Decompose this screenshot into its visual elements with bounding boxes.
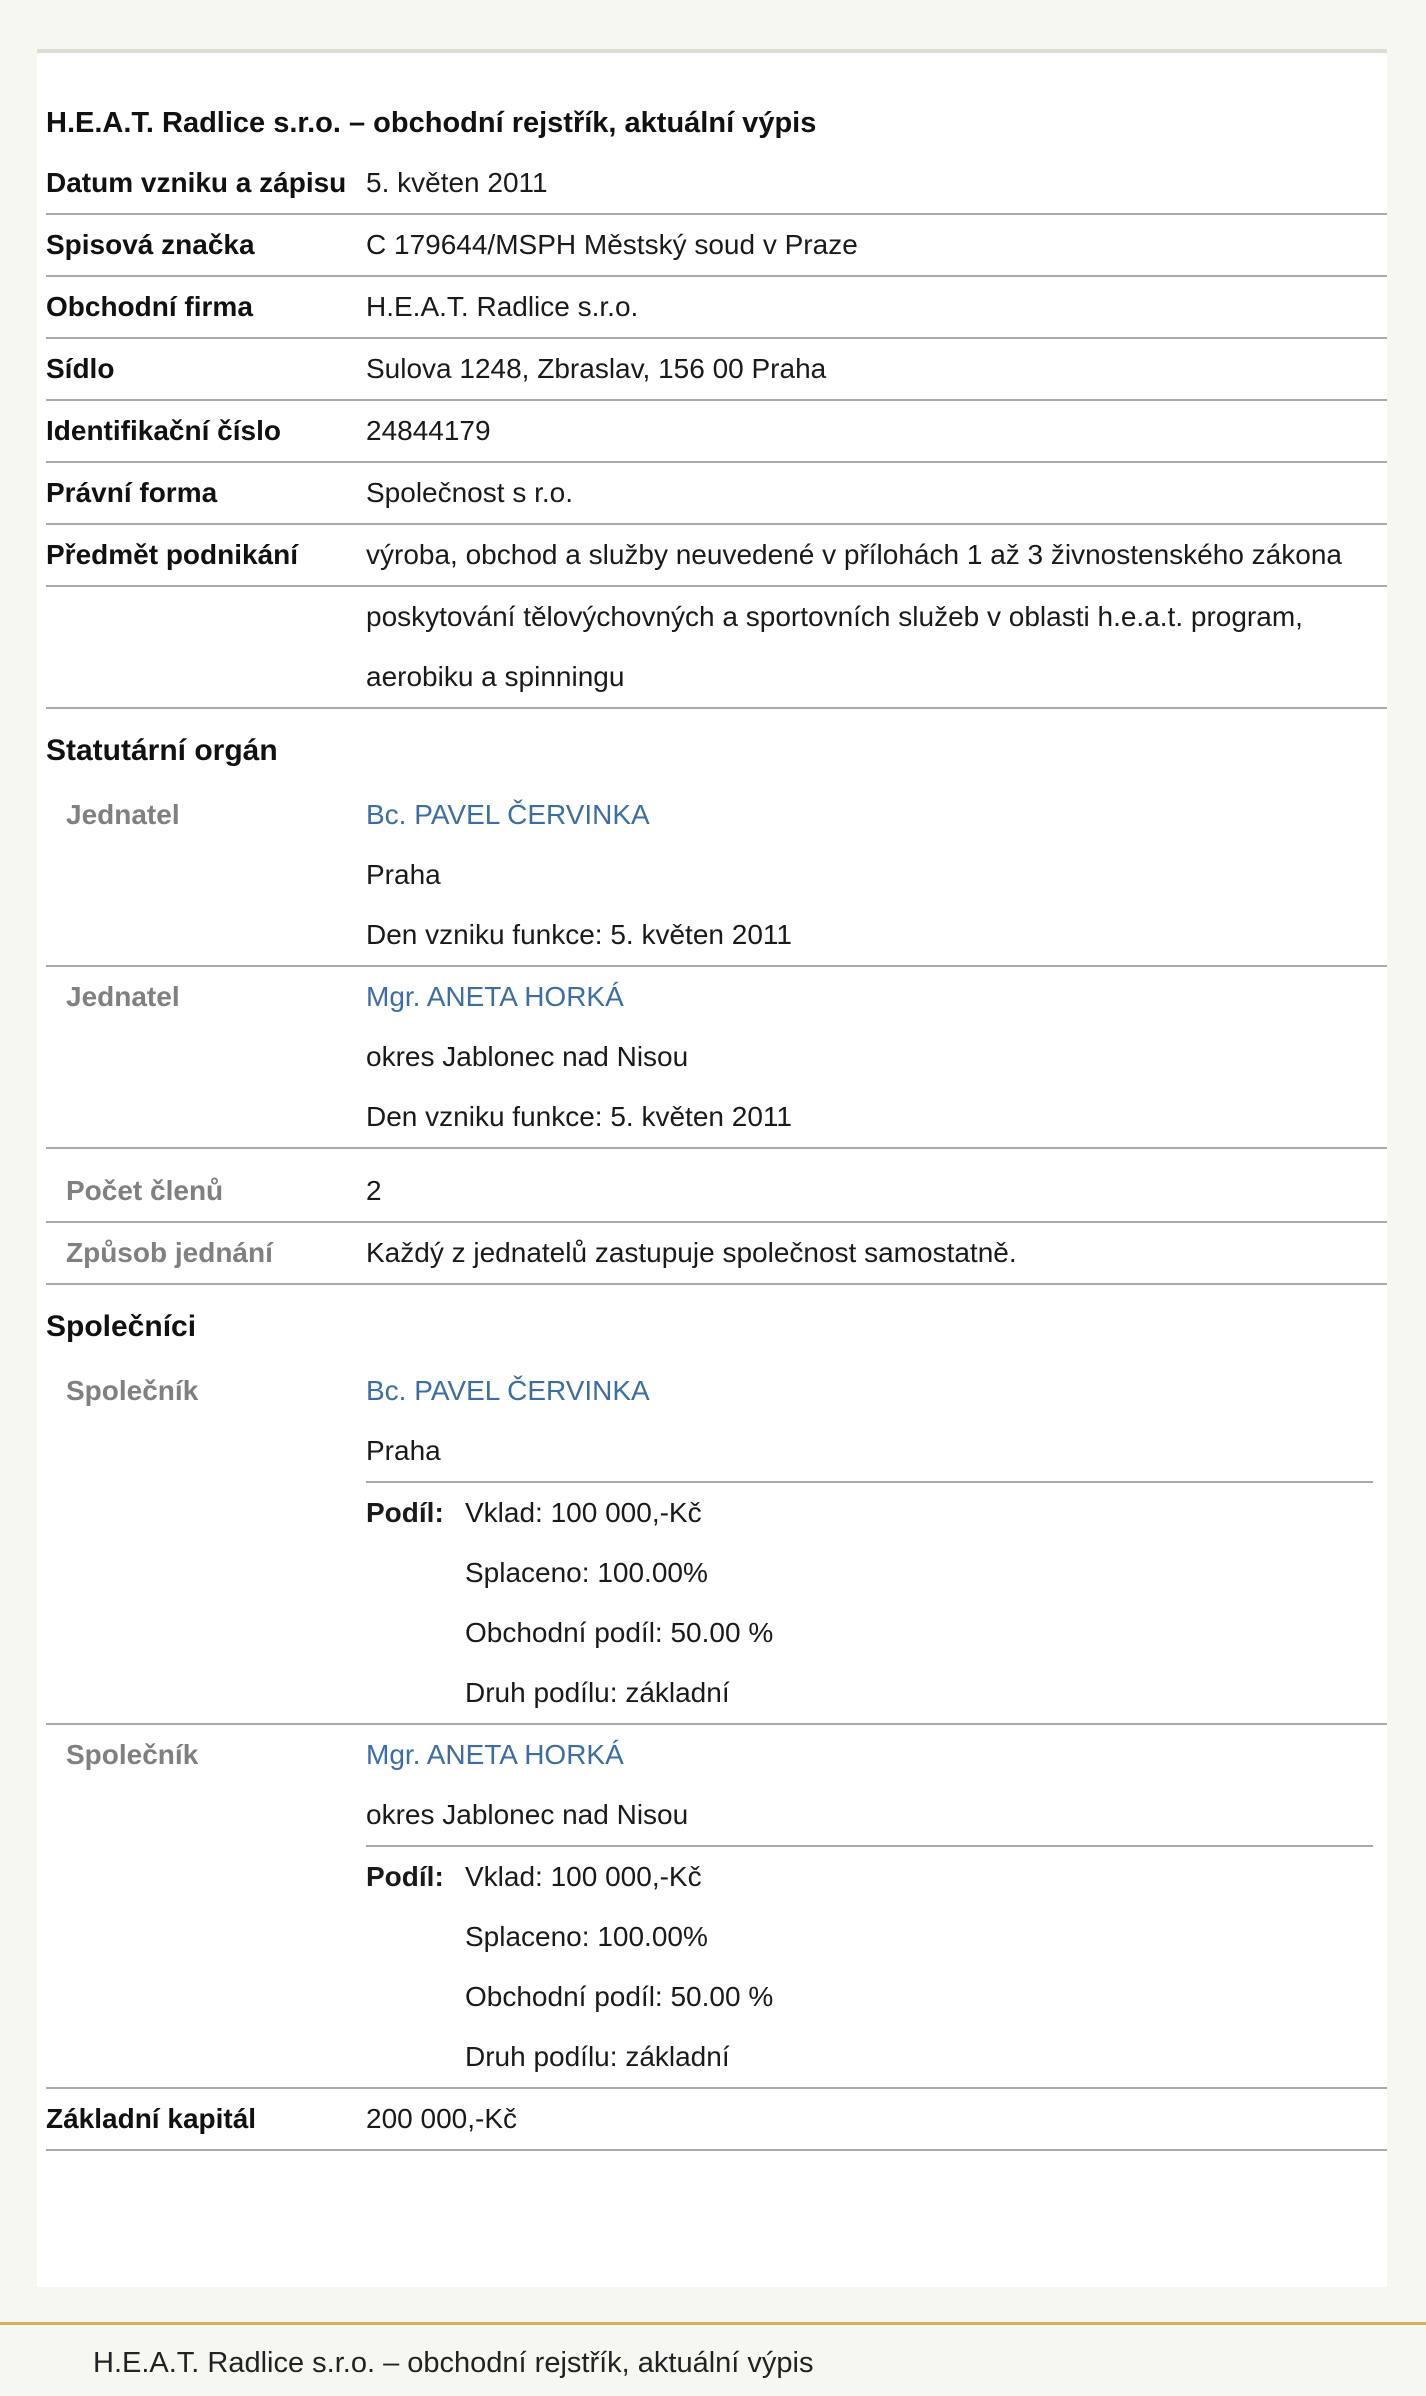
section-spolecnici: Společníci <box>46 1310 197 1343</box>
share-values <box>465 1847 773 2087</box>
label-spolecnik: Společník <box>66 1375 199 1406</box>
row-spisova-znacka <box>46 215 1387 277</box>
value-zpusob-jednani: Každý z jednatelů zastupuje společnost samostatně. <box>366 1237 1017 1268</box>
person-since: Den vzniku funkce: 5. květen 2011 <box>366 919 792 950</box>
label-empty <box>46 587 366 707</box>
person-link[interactable]: Bc. PAVEL ČERVINKA <box>366 799 650 830</box>
value-sidlo: Sulova 1248, Zbraslav, 156 00 Praha <box>366 353 827 384</box>
person-since: Den vzniku funkce: 5. květen 2011 <box>366 1101 792 1132</box>
value-spolecnik-2 <box>366 1725 1387 2087</box>
label-pocet-clenu: Počet členů <box>66 1175 224 1206</box>
value-zakladni-kapital: 200 000,-Kč <box>366 2103 517 2134</box>
row-jednatel-1 <box>46 785 1387 967</box>
row-pocet-clenu <box>46 1161 1387 1223</box>
value-jednatel-2 <box>366 967 1387 1147</box>
label-ico: Identifikační číslo <box>46 415 281 446</box>
share-obchodni-podil: Obchodní podíl: 50.00 % <box>465 1617 774 1648</box>
label-jednatel: Jednatel <box>66 799 180 830</box>
label-sidlo: Sídlo <box>46 353 115 384</box>
label-spisova-znacka: Spisová značka <box>46 229 255 260</box>
share-druh: Druh podílu: základní <box>465 2041 730 2072</box>
share-vklad: Vklad: 100 000,-Kč <box>465 1497 702 1528</box>
row-obchodni-firma <box>46 277 1387 339</box>
registry-card <box>37 49 1387 2287</box>
value-datum-vzniku: 5. květen 2011 <box>366 167 548 198</box>
value-pocet-clenu: 2 <box>366 1175 382 1206</box>
person-link[interactable]: Mgr. ANETA HORKÁ <box>366 1739 624 1770</box>
row-sidlo <box>46 339 1387 401</box>
row-spolecnik-1 <box>46 1361 1387 1725</box>
value-pravni-forma: Společnost s r.o. <box>366 477 574 508</box>
label-spolecnik: Společník <box>66 1739 199 1770</box>
share-splaceno: Splaceno: 100.00% <box>465 1557 708 1588</box>
person-place: okres Jablonec nad Nisou <box>366 1799 689 1830</box>
value-jednatel-1 <box>366 785 1387 965</box>
footer-title: H.E.A.T. Radlice s.r.o. – obchodní rejstřík, aktuální výpis <box>93 2347 814 2379</box>
row-zpusob-jednani <box>46 1223 1387 1285</box>
value-obchodni-firma: H.E.A.T. Radlice s.r.o. <box>366 291 639 322</box>
footer-divider <box>0 2322 1426 2325</box>
label-pravni-forma: Právní forma <box>46 477 218 508</box>
row-datum-vzniku <box>46 153 1387 215</box>
page-title: H.E.A.T. Radlice s.r.o. – obchodní rejstřík, aktuální výpis <box>46 107 817 139</box>
person-place: Praha <box>366 859 441 890</box>
value-spisova-znacka: C 179644/MSPH Městský soud v Praze <box>366 229 858 260</box>
row-jednatel-2 <box>46 967 1387 1149</box>
value-predmet-podnikani-1: výroba, obchod a služby neuvedené v přílohách 1 až 3 živnostenského zákona <box>366 539 1342 570</box>
person-place: Praha <box>366 1435 441 1466</box>
value-ico: 24844179 <box>366 415 491 446</box>
person-place: okres Jablonec nad Nisou <box>366 1041 689 1072</box>
row-pravni-forma <box>46 463 1387 525</box>
row-ico <box>46 401 1387 463</box>
label-obchodni-firma: Obchodní firma <box>46 291 253 322</box>
label-jednatel: Jednatel <box>66 981 180 1012</box>
row-spolecnik-2 <box>46 1725 1387 2089</box>
person-link[interactable]: Mgr. ANETA HORKÁ <box>366 981 624 1012</box>
share-splaceno: Splaceno: 100.00% <box>465 1921 708 1952</box>
registry-content <box>46 101 1387 2151</box>
label-zpusob-jednani: Způsob jednání <box>66 1237 273 1268</box>
label-zakladni-kapital: Základní kapitál <box>46 2103 257 2134</box>
section-statutarni-organ: Statutární orgán <box>46 734 278 767</box>
row-predmet-podnikani-2 <box>46 587 1387 709</box>
share-vklad: Vklad: 100 000,-Kč <box>465 1861 702 1892</box>
share-values <box>465 1483 773 1723</box>
share-block <box>366 1481 1373 1723</box>
value-spolecnik-1 <box>366 1361 1387 1723</box>
share-druh: Druh podílu: základní <box>465 1677 730 1708</box>
row-predmet-podnikani-1 <box>46 525 1387 587</box>
person-link[interactable]: Bc. PAVEL ČERVINKA <box>366 1375 650 1406</box>
label-datum-vzniku: Datum vzniku a zápisu <box>46 167 347 198</box>
value-predmet-podnikani-2: poskytování tělovýchovných a sportovních služeb v oblasti h.e.a.t. program, aerobiku a spinningu <box>366 601 1303 692</box>
label-predmet-podnikani: Předmět podnikání <box>46 539 299 570</box>
share-obchodni-podil: Obchodní podíl: 50.00 % <box>465 1981 774 2012</box>
share-label: Podíl: <box>366 1497 444 1528</box>
share-label: Podíl: <box>366 1861 444 1892</box>
row-zakladni-kapital <box>46 2089 1387 2151</box>
share-block <box>366 1845 1373 2087</box>
